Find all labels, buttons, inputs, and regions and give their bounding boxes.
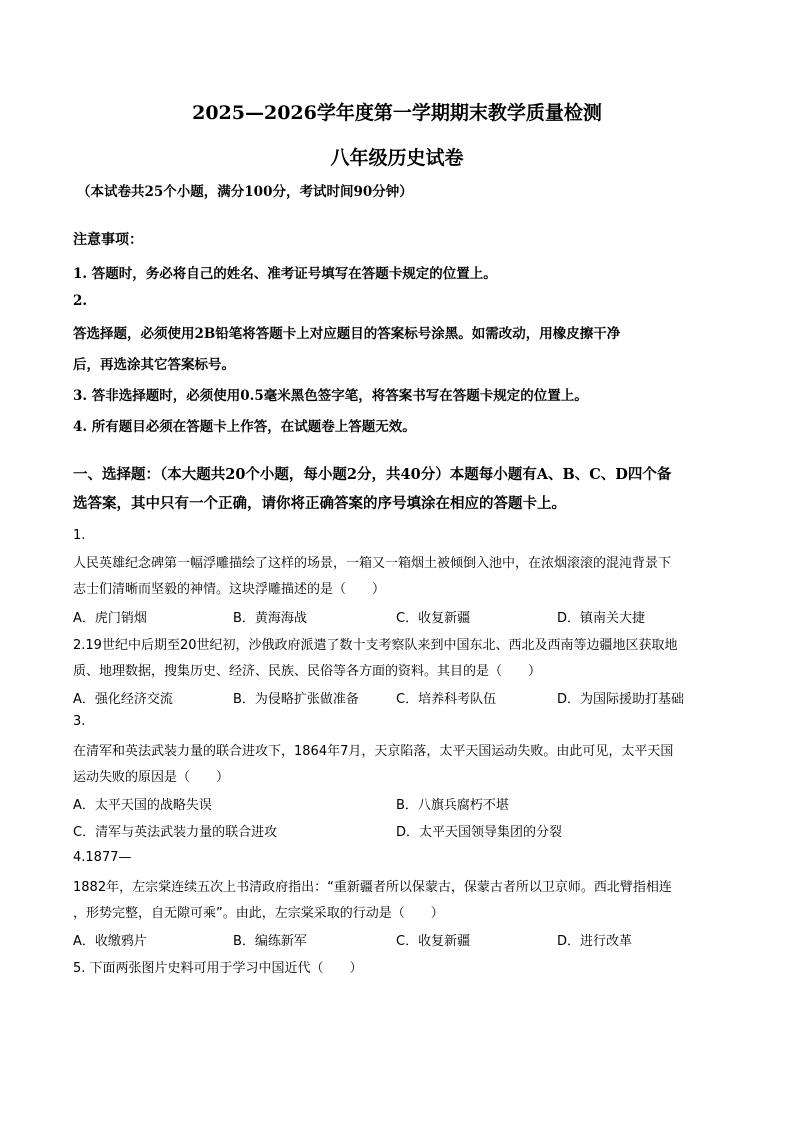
- notice-heading: 注意事项：: [73, 232, 143, 248]
- question-4-option-c: C．收复新疆: [396, 934, 471, 949]
- question-1-option-d: D．镇南关大捷: [557, 611, 646, 626]
- question-4-option-b: B．编练新军: [233, 934, 307, 949]
- section-heading-line1: 一、选择题：（本大题共20个小题，每小题2分，共40分）本题每小题有A、B、C、D四个备: [73, 466, 672, 483]
- notice-item-4: 4. 所有题目必须在答题卡上作答，在试题卷上答题无效。: [73, 419, 416, 435]
- notice-item-2-line2: 后，再选涂其它答案标号。: [73, 357, 235, 373]
- notice-item-3: 3. 答非选择题时，必须使用0.5毫米黑色签字笔，将答案书写在答题卡规定的位置上。: [73, 388, 588, 404]
- question-4-stem-line1: 1882年，左宗棠连续五次上书清政府指出：“重新疆者所以保蒙古，保蒙古者所以卫京师。西北臂指相连: [73, 880, 672, 895]
- exam-note: （本试卷共25个小题，满分100分，考试时间90分钟）: [77, 184, 413, 200]
- exam-subtitle: 八年级历史试卷: [330, 147, 464, 169]
- question-1-option-a: A．虎门销烟: [73, 611, 147, 626]
- question-2-option-c: C．培养科考队伍: [396, 692, 497, 707]
- question-1-option-b: B．黄海海战: [233, 611, 307, 626]
- question-2-option-d: D．为国际援助打基础: [557, 692, 685, 707]
- exam-title: 2025—2026学年度第一学期期末教学质量检测: [192, 102, 602, 124]
- question-3-option-c: C．清军与英法武装力量的联合进攻: [73, 825, 278, 840]
- question-4-stem-line2: ，形势完整，自无隙可乘”。由此，左宗棠采取的行动是（ ）: [73, 906, 444, 921]
- question-3-stem-line1: 在清军和英法武装力量的联合进攻下，1864年7月，天京陷落，太平天国运动失败。由此可见，太平天国: [73, 744, 674, 759]
- question-2-stem-line1: 2.19世纪中后期至20世纪初，沙俄政府派遣了数十支考察队来到中国东北、西北及西南等边疆地区获取地: [73, 638, 678, 653]
- question-2-option-b: B．为侵略扩张做准备: [233, 692, 359, 707]
- question-3-option-a: A．太平天国的战略失误: [73, 798, 212, 813]
- question-4-option-a: A．收缴鸦片: [73, 934, 147, 949]
- question-4-number: 4.1877—: [73, 850, 132, 865]
- notice-item-2-line1: 答选择题，必须使用2B铅笔将答题卡上对应题目的答案标号涂黑。如需改动，用橡皮擦干净: [73, 326, 621, 342]
- question-1-option-c: C．收复新疆: [396, 611, 471, 626]
- question-5-stem-line1: 5. 下面两张图片史料可用于学习中国近代（ ）: [73, 961, 363, 976]
- notice-item-2-number: 2.: [73, 293, 88, 309]
- notice-item-1: 1. 答题时，务必将自己的姓名、准考证号填写在答题卡规定的位置上。: [73, 266, 497, 282]
- question-3-option-d: D．太平天国领导集团的分裂: [396, 825, 563, 840]
- question-1-stem-line2: 志士们清晰而坚毅的神情。这块浮雕描述的是（ ）: [73, 582, 386, 597]
- question-4-option-d: D．进行改革: [557, 934, 633, 949]
- question-2-stem-line2: 质、地理数据，搜集历史、经济、民族、民俗等各方面的资料。其目的是（ ）: [73, 664, 542, 679]
- question-1-number: 1.: [73, 528, 86, 543]
- question-3-option-b: B．八旗兵腐朽不堪: [396, 798, 509, 813]
- section-heading-line2: 选答案，其中只有一个正确，请你将正确答案的序号填涂在相应的答题卡上。: [73, 495, 566, 512]
- question-1-stem-line1: 人民英雄纪念碑第一幅浮雕描绘了这样的场景，一箱又一箱烟土被倾倒入池中，在浓烟滚滚的混沌背景下: [73, 556, 672, 571]
- question-2-option-a: A．强化经济交流: [73, 692, 173, 707]
- question-3-number: 3.: [73, 714, 86, 729]
- question-3-stem-line2: 运动失败的原因是（ ）: [73, 770, 230, 785]
